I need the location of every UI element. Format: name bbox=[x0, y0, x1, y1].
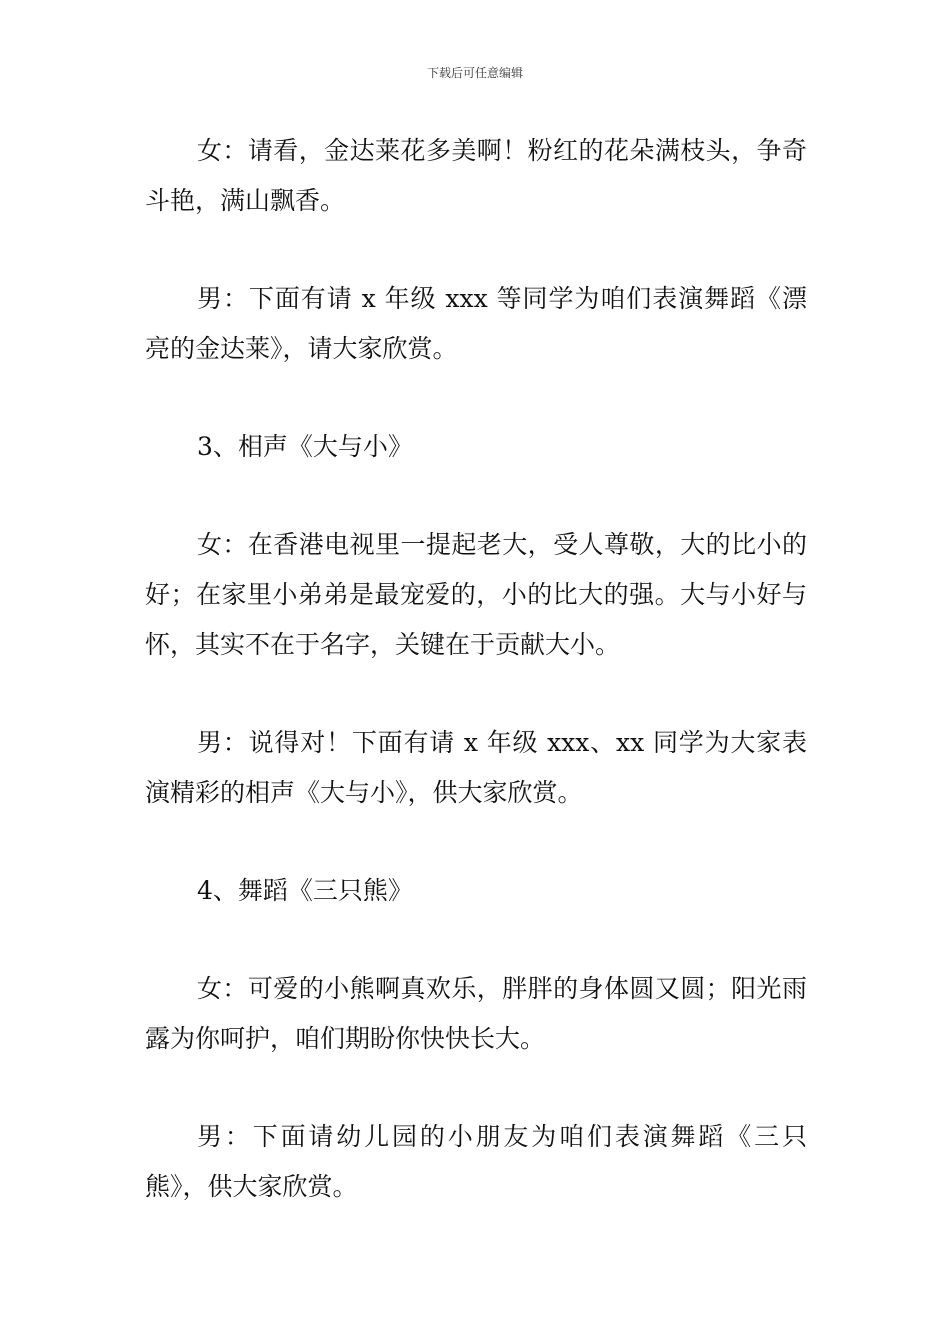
paragraph-gap bbox=[145, 916, 807, 964]
page-header-note: 下载后可任意编辑 bbox=[426, 66, 523, 80]
paragraph-male-crosstalk: 男：说得对！下面有请 x 年级 xxx、xx 同学为大家表演精彩的相声《大与小》，供大家欣赏。 bbox=[145, 728, 807, 807]
paragraph-gap bbox=[145, 226, 807, 274]
section-heading-dance: 4、舞蹈《三只熊》 bbox=[197, 876, 413, 905]
section-heading-crosstalk: 3、相声《大与小》 bbox=[197, 432, 413, 461]
paragraph-gap bbox=[145, 1064, 807, 1112]
paragraph-gap bbox=[145, 374, 807, 422]
paragraph-male-dance-intro: 男：下面有请 x 年级 xxx 等同学为咱们表演舞蹈《漂亮的金达莱》，请大家欣赏。 bbox=[145, 284, 807, 363]
paragraph-gap bbox=[145, 818, 807, 866]
paragraph-male-bears: 男：下面请幼儿园的小朋友为咱们表演舞蹈《三只熊》，供大家欣赏。 bbox=[145, 1122, 807, 1201]
paragraph-female-crosstalk: 女：在香港电视里一提起老大，受人尊敬，大的比小的好；在家里小弟弟是最宠爱的，小的比大的强。大与小好与怀，其实不在于名字，关键在于贡献大小。 bbox=[145, 530, 807, 659]
paragraph-female-bears: 女：可爱的小熊啊真欢乐，胖胖的身体圆又圆；阳光雨露为你呵护，咱们期盼你快快长大。 bbox=[145, 974, 807, 1053]
paragraph-gap bbox=[145, 670, 807, 718]
paragraph-female-intro: 女：请看，金达莱花多美啊！粉红的花朵满枝头，争奇斗艳，满山飘香。 bbox=[145, 136, 807, 215]
paragraph-gap bbox=[145, 472, 807, 520]
document-body bbox=[145, 126, 807, 1212]
